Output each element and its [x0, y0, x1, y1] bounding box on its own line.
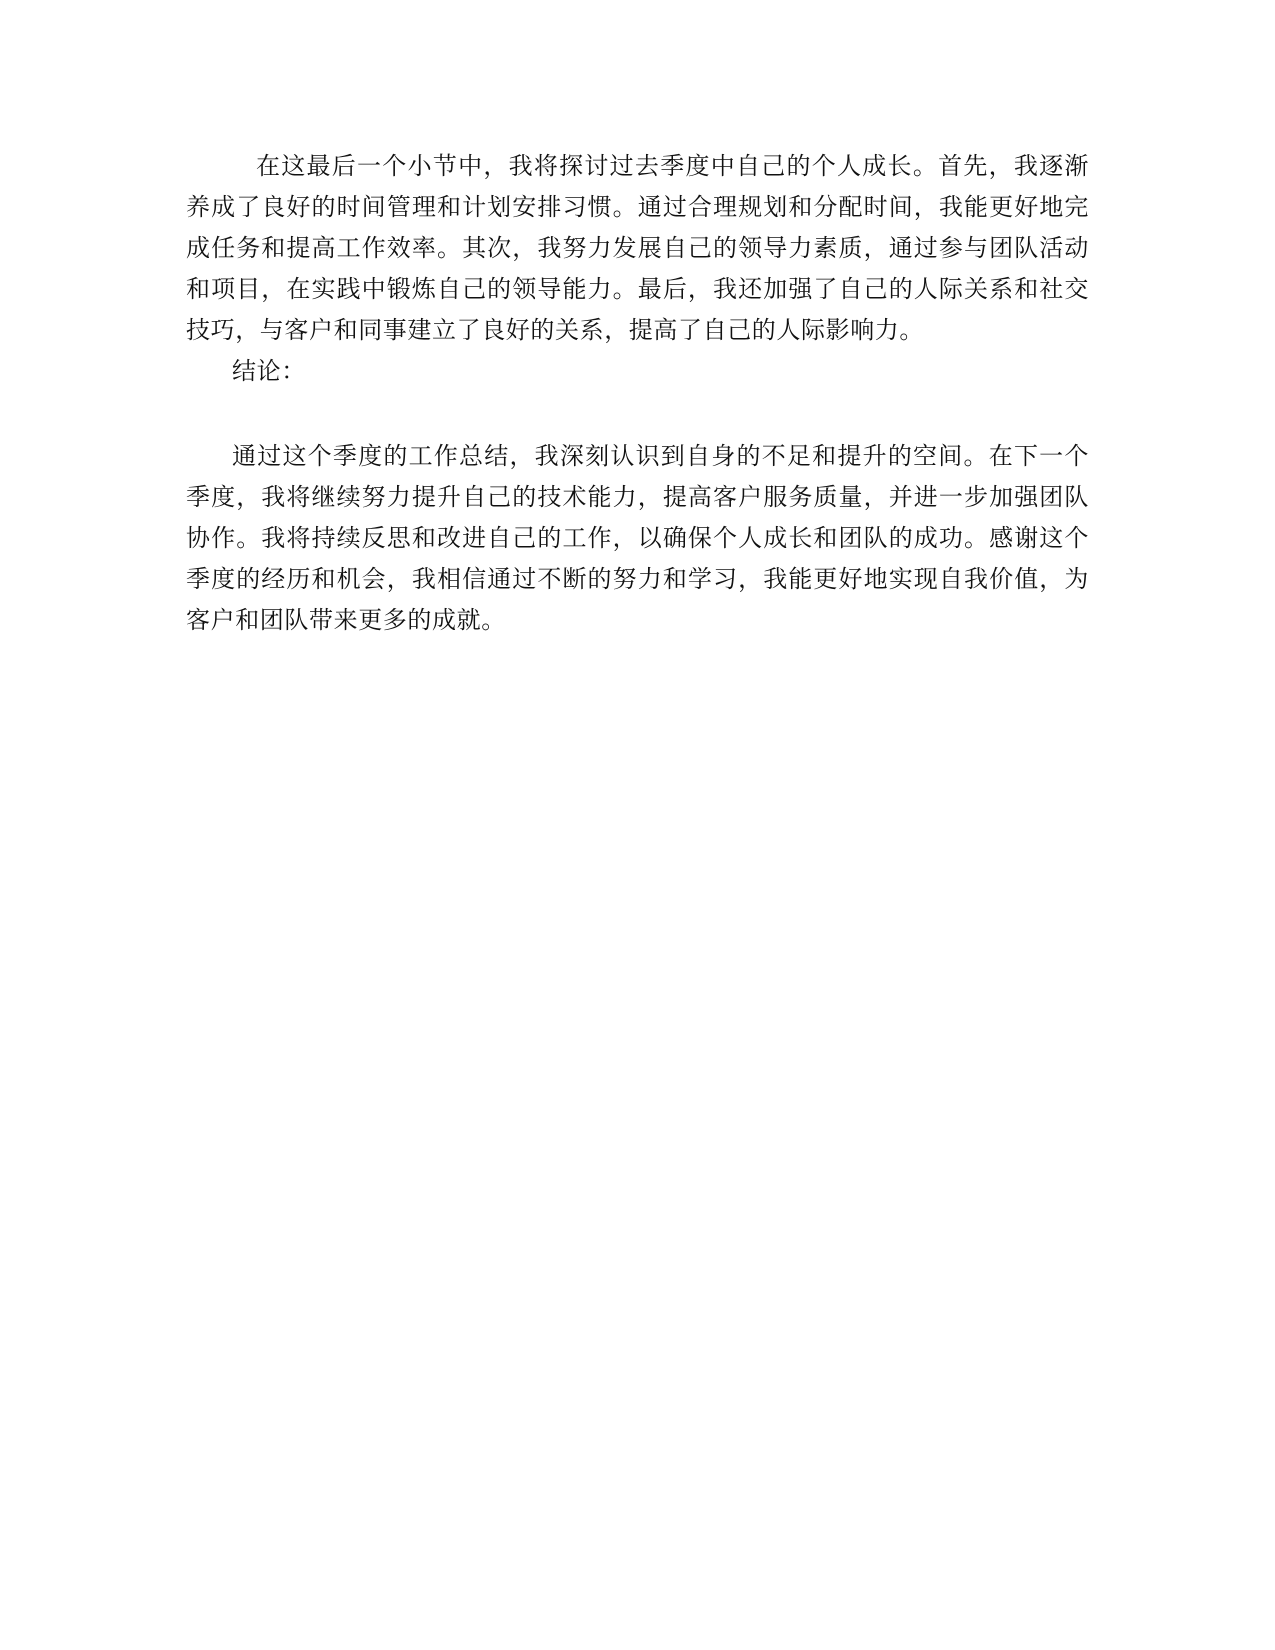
paragraph-line: 养成了良好的时间管理和计划安排习惯。通过合理规划和分配时间，我能更好地完: [186, 193, 1089, 221]
paragraph-line: 技巧，与客户和同事建立了良好的关系，提高了自己的人际影响力。: [186, 316, 924, 344]
paragraph-line: 协作。我将持续反思和改进自己的工作，以确保个人成长和团队的成功。感谢这个: [186, 524, 1089, 552]
paragraph-conclusion: [186, 436, 1089, 641]
paragraph-line: 通过这个季度的工作总结，我深刻认识到自身的不足和提升的空间。在下一个: [232, 442, 1089, 470]
paragraph-line: 客户和团队带来更多的成就。: [186, 606, 506, 634]
paragraph-line: 在这最后一个小节中，我将探讨过去季度中自己的个人成长。首先，我逐渐: [256, 152, 1089, 180]
paragraph-line: 季度的经历和机会，我相信通过不断的努力和学习，我能更好地实现自我价值，为: [186, 565, 1089, 593]
paragraph-personal-growth: [186, 146, 1089, 351]
paragraph-line: 成任务和提高工作效率。其次，我努力发展自己的领导力素质，通过参与团队活动: [186, 234, 1089, 262]
paragraph-line: 和项目，在实践中锻炼自己的领导能力。最后，我还加强了自己的人际关系和社交: [186, 275, 1089, 303]
paragraph-line: 季度，我将继续努力提升自己的技术能力，提高客户服务质量，并进一步加强团队: [186, 483, 1089, 511]
conclusion-heading: 结论：: [232, 357, 306, 385]
